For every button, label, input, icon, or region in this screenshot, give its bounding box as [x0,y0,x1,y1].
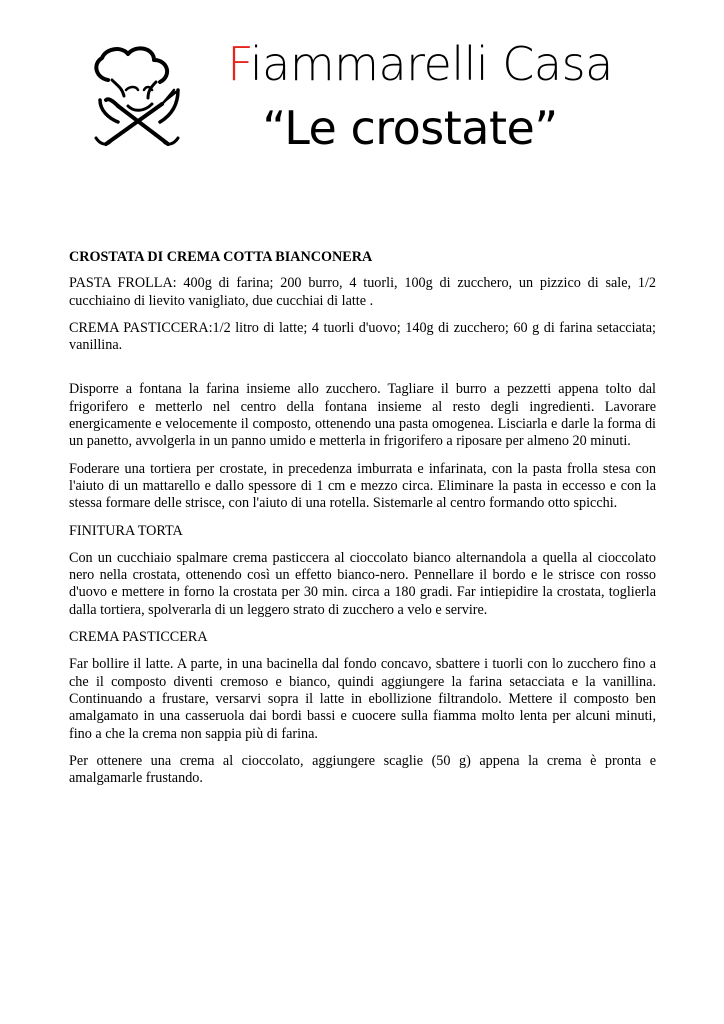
finitura-paragraph: Con un cucchiaio spalmare crema pasticcera al cioccolato bianco alternandola a quella al cioccolato nero nella crostata, ottenendo così un effetto bianco-nero. Pennellare il bordo e le strisce con rosso d'uovo e mettere in forno la crostata per 30 min. circa a 180 gradi. Far intiepidire la crostata, toglierla dalla tortiera, spolverarla di un leggero strato di zucchero a velo e servire. [69,549,656,618]
finitura-heading: FINITURA TORTA [69,522,183,539]
step-1-paragraph: Disporre a fontana la farina insieme allo zucchero. Tagliare il burro a pezzetti appena tolto dal frigorifero e metterlo nel centro della fontana insieme al resto degli ingredienti. Lavorare energicamente e velocemente il composto, ottenendo una pasta omogenea. Lisciarla e darle la forma di un panetto, avvolgerla in un panno umido e metterla in frigorifero a riposare per almeno 20 minuti. [69,381,656,450]
page-header [0,0,724,170]
page-subtitle: “Le crostate” [262,101,558,155]
crema-paragraph: Far bollire il latte. A parte, in una bacinella dal fondo concavo, sbattere i tuorli con lo zucchero fino a che il composto diventi cremoso e bianco, quindi aggiungere la farina setacciata e la vanillina. Continuando a frustare, versarvi sopra il latte in ebollizione filtrandolo. Mettere il composto ben amalgamato in una casseruola dai bordi bassi e cuocere sulla fiamma molto lenta per alcuni minuti, fino a che la crema non sappia più di farina. [69,656,656,742]
step-2-paragraph: Foderare una tortiera per crostate, in precedenza imburrata e infarinata, con la pasta frolla stesa con l'aiuto di un mattarello e dallo spessore di 1 cm e mezzo circa. Eliminare la pasta in eccesso e con la stessa formare delle strisce, con l'aiuto di una rotella. Sistemarle al centro formando otto spicchi. [69,460,656,512]
brand-rest: iammarelli Casa [249,37,613,91]
crema-heading: CREMA PASTICCERA [69,629,208,646]
chef-hat-fork-knife-icon [78,40,188,150]
brand-initial: F [227,37,250,91]
crema-pasticcera-ingredients: CREMA PASTICCERA:1/2 litro di latte; 4 tuorli d'uovo; 140g di zucchero; 60 g di farina setacciata; vanillina. [69,319,656,354]
brand-name [200,36,640,92]
cioccolato-paragraph: Per ottenere una crema al cioccolato, aggiungere scaglie (50 g) appena la crema è pronta e amalgamarle frustando. [69,752,656,787]
pasta-frolla-ingredients: PASTA FROLLA: 400g di farina; 200 burro, 4 tuorli, 100g di zucchero, un pizzico di sale, 1/2 cucchiaino di lievito vanigliato, due cucchiai di latte . [69,275,656,309]
recipe-title: CROSTATA DI CREMA COTTA BIANCONERA [69,249,373,265]
recipe-body [69,249,656,797]
